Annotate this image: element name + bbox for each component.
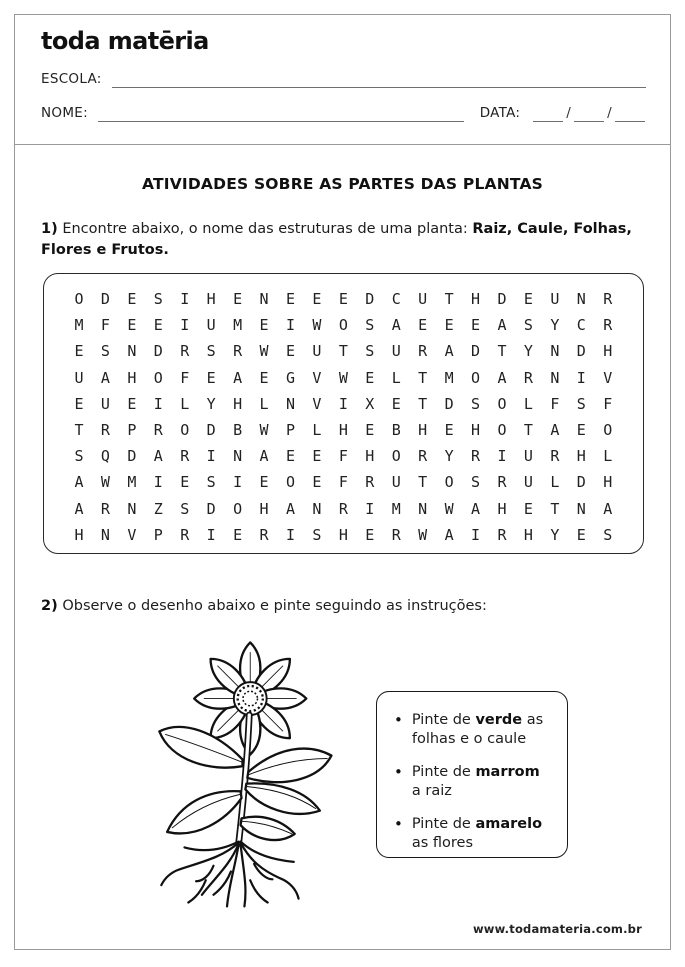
wordsearch-letter: S <box>100 342 110 361</box>
wordsearch-letter: F <box>338 473 348 492</box>
wordsearch-letter: E <box>312 447 322 466</box>
wordsearch-letter: S <box>603 525 613 544</box>
wordsearch-letter: D <box>153 342 163 361</box>
wordsearch-letter: I <box>153 473 163 492</box>
wordsearch-letter: A <box>497 316 507 335</box>
wordsearch-letter: E <box>285 447 296 466</box>
wordsearch-letter: E <box>471 316 481 335</box>
wordsearch-letter: V <box>603 368 613 387</box>
wordsearch-letter: I <box>338 394 348 413</box>
wordsearch-letter: W <box>100 473 110 492</box>
wordsearch-letter: W <box>418 525 428 544</box>
wordsearch-letter: H <box>497 499 507 518</box>
wordsearch-letter: I <box>576 368 586 387</box>
wordsearch-letter: T <box>497 342 507 361</box>
wordsearch-letter: I <box>233 473 243 492</box>
wordsearch-letter: A <box>285 499 296 518</box>
school-label: ESCOLA: <box>41 71 102 87</box>
wordsearch-letter: A <box>153 447 163 466</box>
wordsearch-letter: S <box>576 394 586 413</box>
wordsearch-letter: H <box>233 394 243 413</box>
wordsearch-letter: I <box>206 525 216 544</box>
wordsearch-letter: A <box>74 473 84 492</box>
wordsearch-letter: R <box>418 342 428 361</box>
wordsearch-letter: S <box>365 342 375 361</box>
school-field-row <box>41 71 646 88</box>
wordsearch-row <box>72 417 615 443</box>
wordsearch-letter: R <box>497 473 507 492</box>
wordsearch-letter: R <box>365 473 375 492</box>
wordsearch-letter: R <box>603 290 613 309</box>
wordsearch-letter: B <box>233 421 243 440</box>
wordsearch-letter: F <box>180 368 190 387</box>
plant-roots <box>161 842 298 907</box>
wordsearch-letter: O <box>497 421 507 440</box>
date-day-line[interactable] <box>533 106 563 122</box>
wordsearch-letter: H <box>471 290 481 309</box>
wordsearch-letter: D <box>576 473 586 492</box>
wordsearch-letter: M <box>391 499 401 518</box>
bullet-icon: • <box>394 763 403 781</box>
wordsearch-row <box>72 286 615 312</box>
instruction-text: Pinte de marrom a raiz <box>411 764 540 799</box>
wordsearch-row <box>72 365 615 391</box>
wordsearch-letter: A <box>391 316 401 335</box>
wordsearch-letter: F <box>100 316 110 335</box>
header-divider <box>15 144 670 145</box>
wordsearch-letter: N <box>550 342 560 361</box>
wordsearch-letter: A <box>233 368 243 387</box>
wordsearch-row <box>72 522 615 548</box>
wordsearch-letter: Y <box>444 447 454 466</box>
wordsearch-letter: R <box>100 499 110 518</box>
toda-materia-logo: toda matēria <box>41 27 209 55</box>
question-1-number: 1) <box>41 221 58 237</box>
wordsearch-letter: U <box>206 316 216 335</box>
wordsearch-letter: C <box>576 316 586 335</box>
wordsearch-letter: E <box>127 316 137 335</box>
wordsearch-letter: Z <box>153 499 163 518</box>
wordsearch-letter: D <box>497 290 507 309</box>
wordsearch-letter: R <box>338 499 348 518</box>
wordsearch-letter: A <box>100 368 110 387</box>
wordsearch-letter: S <box>523 316 533 335</box>
wordsearch-letter: D <box>206 421 216 440</box>
question-2-number: 2) <box>41 598 58 614</box>
wordsearch-letter: E <box>285 342 296 361</box>
wordsearch-letter: Y <box>550 316 560 335</box>
wordsearch-letter: D <box>444 394 454 413</box>
wordsearch-letter: W <box>259 342 269 361</box>
wordsearch-letter: D <box>127 447 137 466</box>
wordsearch-letter: N <box>550 368 560 387</box>
page-frame <box>14 14 671 950</box>
wordsearch-letter: F <box>338 447 348 466</box>
wordsearch-letter: I <box>497 447 507 466</box>
instruction-item <box>394 815 555 853</box>
wordsearch-letter: A <box>444 342 454 361</box>
wordsearch-letter: E <box>312 473 322 492</box>
wordsearch-letter: R <box>418 447 428 466</box>
wordsearch-letter: W <box>444 499 454 518</box>
wordsearch-letter: E <box>127 394 137 413</box>
wordsearch-letter: T <box>338 342 348 361</box>
worksheet-title: ATIVIDADES SOBRE AS PARTES DAS PLANTAS <box>141 175 544 193</box>
wordsearch-letter: L <box>259 394 269 413</box>
wordsearch-letter: A <box>497 368 507 387</box>
wordsearch-letter: E <box>206 368 216 387</box>
wordsearch-letter: F <box>603 394 613 413</box>
wordsearch-letter: A <box>259 447 269 466</box>
wordsearch-letter: Y <box>550 525 560 544</box>
wordsearch-letter: H <box>259 499 269 518</box>
wordsearch-letter: S <box>206 473 216 492</box>
wordsearch-letter: V <box>127 525 137 544</box>
instruction-text: Pinte de verde as folhas e o caule <box>411 712 544 747</box>
wordsearch-letter: O <box>233 499 243 518</box>
plant-illustration <box>144 627 370 917</box>
wordsearch-letter: A <box>74 499 84 518</box>
wordsearch-letter: U <box>391 473 401 492</box>
wordsearch-letter: U <box>100 394 110 413</box>
wordsearch-letter: R <box>180 447 190 466</box>
date-separator: / <box>607 105 612 121</box>
wordsearch-letter: P <box>127 421 137 440</box>
wordsearch-letter: O <box>497 394 507 413</box>
wordsearch-letter: A <box>603 499 613 518</box>
school-write-line[interactable] <box>112 72 646 88</box>
wordsearch-letter: W <box>338 368 348 387</box>
wordsearch-letter: E <box>576 421 586 440</box>
question-2-text: 2) Observe o desenho abaixo e pinte seguindo as instruções: <box>41 598 487 614</box>
wordsearch-letter: R <box>550 447 560 466</box>
wordsearch-letter: U <box>418 290 428 309</box>
wordsearch-letter: R <box>497 525 507 544</box>
wordsearch-letter: U <box>312 342 322 361</box>
wordsearch-letter: S <box>471 473 481 492</box>
wordsearch-letter: O <box>444 473 454 492</box>
wordsearch-letter: L <box>550 473 560 492</box>
wordsearch-letter: I <box>285 525 296 544</box>
wordsearch-letter: R <box>391 525 401 544</box>
website-url: www.todamateria.com.br <box>472 922 642 936</box>
wordsearch-letter: P <box>153 525 163 544</box>
bullet-icon: • <box>394 711 403 729</box>
wordsearch-letter: E <box>259 316 269 335</box>
wordsearch-letter: M <box>127 473 137 492</box>
wordsearch-letter: H <box>338 525 348 544</box>
wordsearch-letter: H <box>603 473 613 492</box>
wordsearch-letter: U <box>523 447 533 466</box>
wordsearch-letter: R <box>471 447 481 466</box>
wordsearch-letter: D <box>100 290 110 309</box>
coloring-instructions-box <box>376 691 568 858</box>
wordsearch-letter: P <box>285 421 296 440</box>
date-year-line[interactable] <box>615 106 645 122</box>
name-date-row <box>41 105 648 122</box>
wordsearch-letter: W <box>312 316 322 335</box>
wordsearch-letter: S <box>471 394 481 413</box>
instruction-item <box>394 763 555 801</box>
wordsearch-letter: E <box>365 368 375 387</box>
bullet-icon: • <box>394 815 403 833</box>
wordsearch-letter: E <box>153 316 163 335</box>
instruction-text: Pinte de amarelo as flores <box>411 816 543 851</box>
wordsearch-letter: U <box>523 473 533 492</box>
wordsearch-letter: V <box>312 368 322 387</box>
wordsearch-letter: O <box>603 421 613 440</box>
wordsearch-row <box>72 496 615 522</box>
wordsearch-letter: S <box>206 342 216 361</box>
wordsearch-letter: S <box>74 447 84 466</box>
wordsearch-row <box>72 338 615 364</box>
wordsearch-letter: S <box>180 499 190 518</box>
wordsearch-letter: H <box>127 368 137 387</box>
wordsearch-letter: X <box>365 394 375 413</box>
wordsearch-letter: E <box>312 290 322 309</box>
date-label: DATA: <box>479 105 521 121</box>
wordsearch-letter: H <box>471 421 481 440</box>
wordsearch-letter: I <box>206 447 216 466</box>
wordsearch-letter: B <box>391 421 401 440</box>
wordsearch-letter: D <box>576 342 586 361</box>
wordsearch-row <box>72 312 615 338</box>
wordsearch-letter: E <box>259 368 269 387</box>
wordsearch-letter: E <box>127 290 137 309</box>
wordsearch-letter: M <box>74 316 84 335</box>
wordsearch-letter: C <box>391 290 401 309</box>
name-label: NOME: <box>41 105 88 121</box>
wordsearch-row <box>72 391 615 417</box>
wordsearch-letter: R <box>603 316 613 335</box>
wordsearch-letter: E <box>74 394 84 413</box>
wordsearch-letter: E <box>233 525 243 544</box>
wordsearch-letter: H <box>365 447 375 466</box>
wordsearch-letter: N <box>233 447 243 466</box>
wordsearch-letter: L <box>603 447 613 466</box>
flower-center <box>234 682 267 715</box>
wordsearch-letter: R <box>259 525 269 544</box>
wordsearch-letter: D <box>365 290 375 309</box>
wordsearch-letter: R <box>100 421 110 440</box>
wordsearch-grid <box>43 273 644 554</box>
wordsearch-letter: O <box>285 473 296 492</box>
wordsearch-letter: L <box>391 368 401 387</box>
wordsearch-letter: T <box>550 499 560 518</box>
wordsearch-letter: O <box>74 290 84 309</box>
wordsearch-letter: H <box>206 290 216 309</box>
wordsearch-letter: E <box>391 394 401 413</box>
wordsearch-letter: H <box>418 421 428 440</box>
wordsearch-letter: N <box>100 525 110 544</box>
wordsearch-letter: T <box>418 394 428 413</box>
wordsearch-letter: E <box>365 525 375 544</box>
wordsearch-letter: N <box>312 499 322 518</box>
wordsearch-letter: S <box>365 316 375 335</box>
wordsearch-letter: S <box>312 525 322 544</box>
wordsearch-letter: O <box>338 316 348 335</box>
wordsearch-row <box>72 469 615 495</box>
wordsearch-letter: Q <box>100 447 110 466</box>
wordsearch-letter: E <box>338 290 348 309</box>
wordsearch-letter: I <box>285 316 296 335</box>
wordsearch-letter: U <box>74 368 84 387</box>
wordsearch-letter: E <box>259 473 269 492</box>
wordsearch-letter: T <box>418 473 428 492</box>
wordsearch-letter: N <box>418 499 428 518</box>
wordsearch-letter: Y <box>523 342 533 361</box>
wordsearch-letter: M <box>233 316 243 335</box>
wordsearch-letter: E <box>74 342 84 361</box>
wordsearch-letter: W <box>259 421 269 440</box>
question-1-text: 1) Encontre abaixo, o nome das estruturas de uma planta: Raiz, Caule, Folhas, Flores e Frutos. <box>41 221 632 258</box>
wordsearch-letter: I <box>365 499 375 518</box>
wordsearch-letter: M <box>444 368 454 387</box>
wordsearch-letter: R <box>523 368 533 387</box>
wordsearch-letter: N <box>127 342 137 361</box>
wordsearch-letter: R <box>153 421 163 440</box>
wordsearch-letter: L <box>523 394 533 413</box>
date-separator: / <box>566 105 572 121</box>
wordsearch-letter: N <box>576 290 586 309</box>
wordsearch-letter: R <box>180 525 190 544</box>
wordsearch-letter: V <box>312 394 322 413</box>
wordsearch-letter: H <box>74 525 84 544</box>
wordsearch-letter: E <box>523 499 533 518</box>
wordsearch-letter: T <box>418 368 428 387</box>
wordsearch-letter: H <box>603 342 613 361</box>
wordsearch-letter: E <box>444 316 454 335</box>
wordsearch-letter: H <box>523 525 533 544</box>
wordsearch-letter: I <box>180 290 190 309</box>
date-month-line[interactable] <box>574 106 604 122</box>
wordsearch-letter: H <box>338 421 348 440</box>
wordsearch-letter: R <box>233 342 243 361</box>
wordsearch-letter: T <box>523 421 533 440</box>
wordsearch-letter: D <box>471 342 481 361</box>
wordsearch-letter: A <box>471 499 481 518</box>
wordsearch-letter: U <box>550 290 560 309</box>
wordsearch-letter: A <box>550 421 560 440</box>
wordsearch-letter: L <box>180 394 190 413</box>
wordsearch-letter: O <box>391 447 401 466</box>
wordsearch-letter: E <box>285 290 296 309</box>
wordsearch-letter: F <box>550 394 560 413</box>
wordsearch-letter: E <box>418 316 428 335</box>
wordsearch-letter: E <box>180 473 190 492</box>
wordsearch-letter: E <box>233 290 243 309</box>
wordsearch-letter: H <box>576 447 586 466</box>
wordsearch-letter: R <box>180 342 190 361</box>
instruction-item <box>394 711 555 749</box>
wordsearch-letter: L <box>312 421 322 440</box>
wordsearch-letter: N <box>127 499 137 518</box>
wordsearch-letter: E <box>365 421 375 440</box>
wordsearch-letter: E <box>576 525 586 544</box>
wordsearch-letter: N <box>576 499 586 518</box>
wordsearch-letter: D <box>206 499 216 518</box>
wordsearch-letter: G <box>285 368 296 387</box>
wordsearch-letter: S <box>153 290 163 309</box>
wordsearch-letter: Y <box>206 394 216 413</box>
wordsearch-letter: O <box>180 421 190 440</box>
wordsearch-letter: E <box>523 290 533 309</box>
wordsearch-letter: T <box>444 290 454 309</box>
wordsearch-letter: I <box>180 316 190 335</box>
name-write-line[interactable] <box>98 106 464 122</box>
wordsearch-letter: A <box>444 525 454 544</box>
wordsearch-letter: N <box>259 290 269 309</box>
wordsearch-letter: I <box>471 525 481 544</box>
date-group <box>480 105 648 122</box>
wordsearch-letter: E <box>444 421 454 440</box>
wordsearch-letter: O <box>471 368 481 387</box>
wordsearch-letter: I <box>153 394 163 413</box>
wordsearch-letter: U <box>391 342 401 361</box>
wordsearch-letter: T <box>74 421 84 440</box>
wordsearch-letter: O <box>153 368 163 387</box>
wordsearch-row <box>72 443 615 469</box>
wordsearch-letter: N <box>285 394 296 413</box>
